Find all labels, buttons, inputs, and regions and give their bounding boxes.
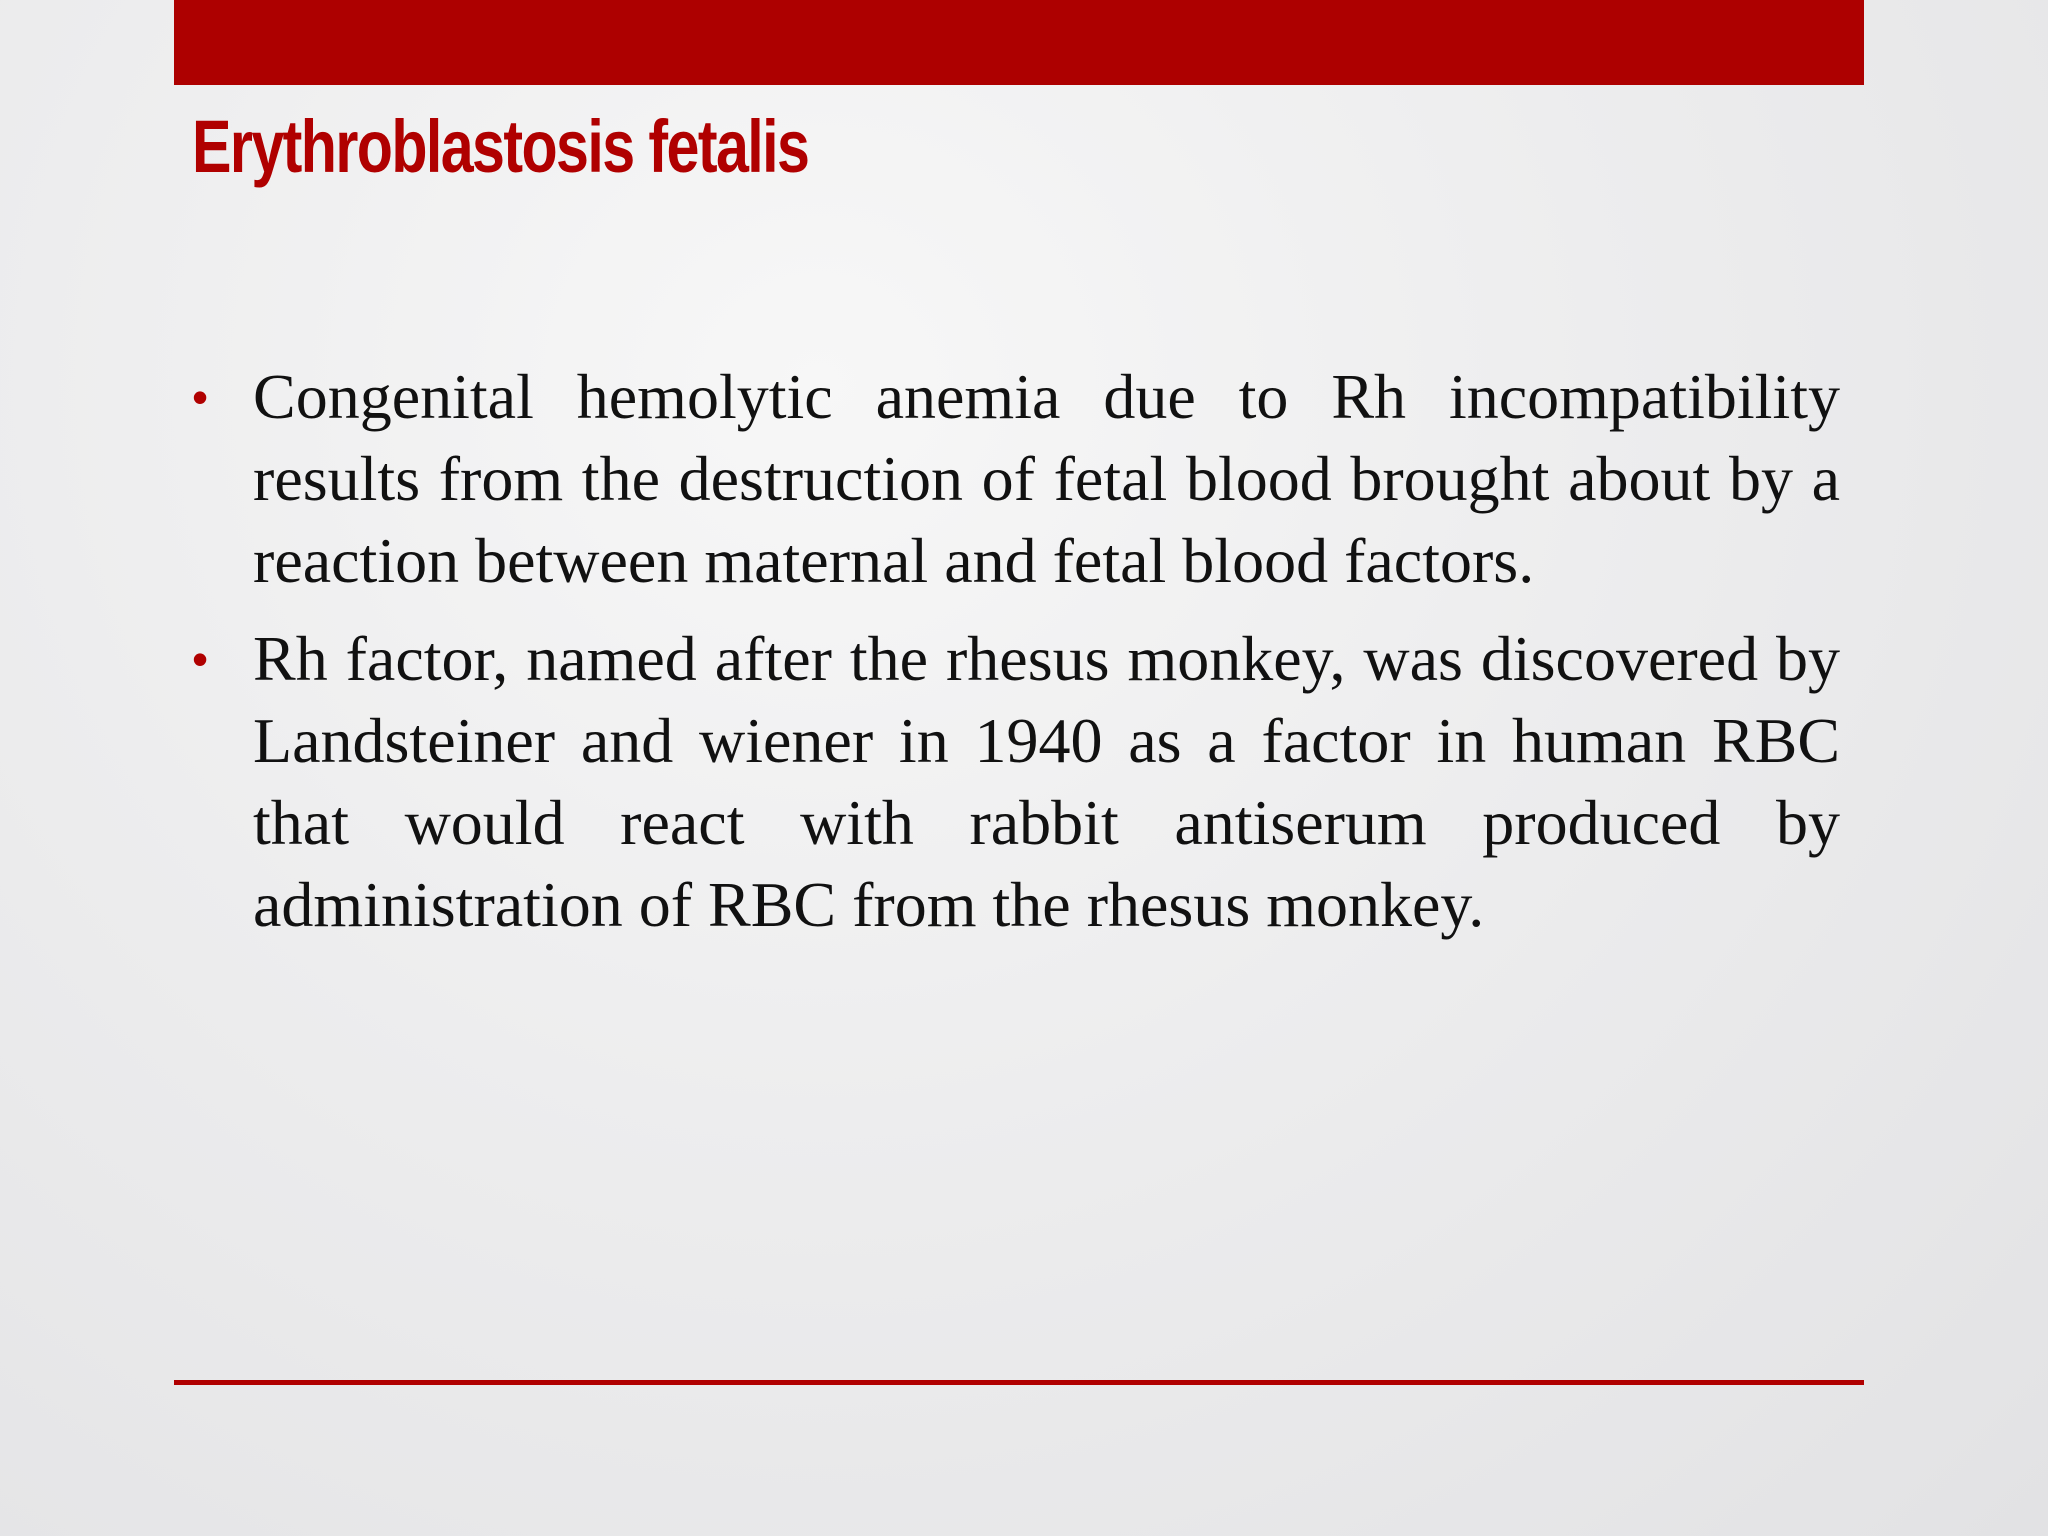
top-accent-bar: [174, 0, 1864, 85]
slide-title: Erythroblastosis fetalis: [192, 105, 809, 188]
bullet-marker: •: [192, 633, 209, 685]
bottom-divider: [174, 1380, 1864, 1385]
bullet-marker: •: [192, 371, 209, 423]
bullet-text: Congenital hemolytic anemia due to Rh incompatibility results from the destruction of fetal blood brought about by a reaction between maternal and fetal blood factors.: [253, 361, 1840, 596]
bullet-item: [192, 618, 1840, 946]
bullet-text: Rh factor, named after the rhesus monkey, was discovered by Landsteiner and wiener in 1940 as a factor in human RBC that would react with rabbit antiserum produced by administration of RBC from the rhesus monkey.: [253, 623, 1840, 940]
bullet-list: [192, 356, 1840, 962]
bullet-item: [192, 356, 1840, 602]
